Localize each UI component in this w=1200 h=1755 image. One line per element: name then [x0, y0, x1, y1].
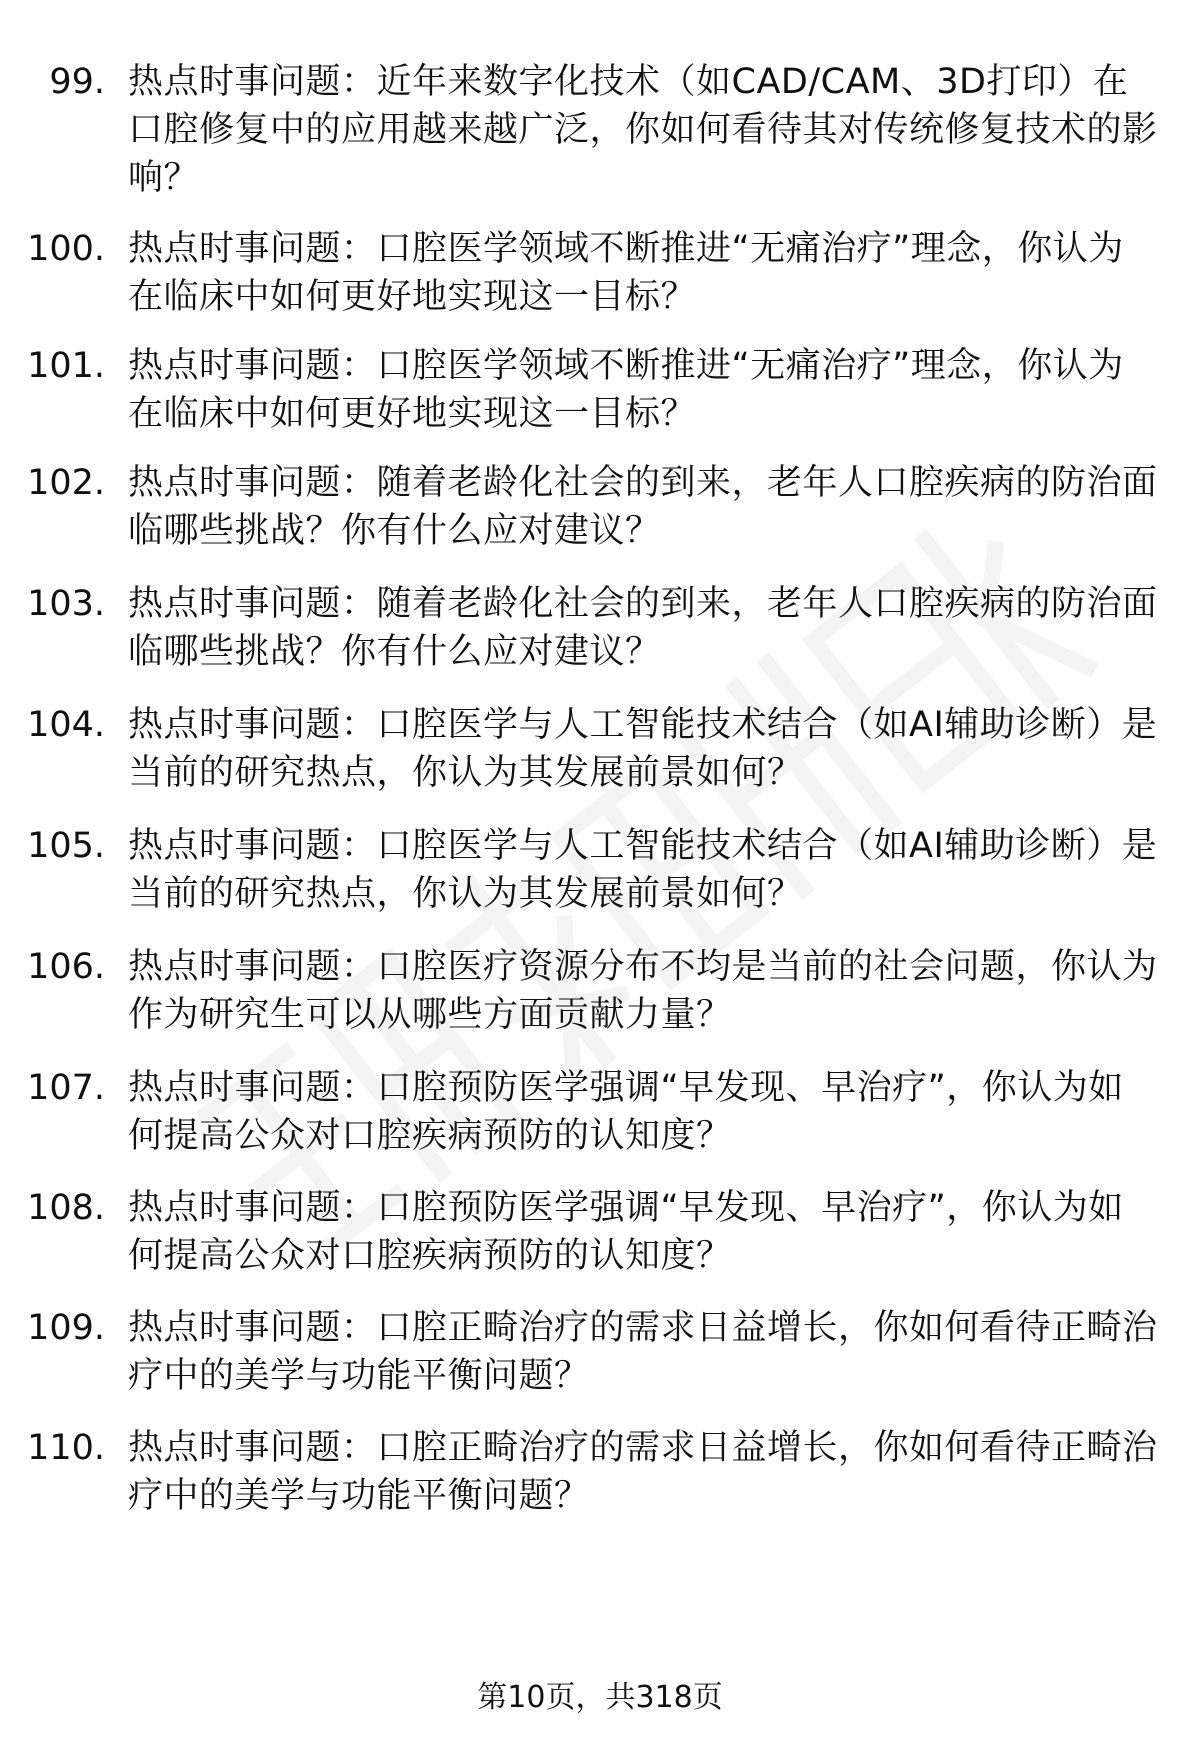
- question-item: [0, 225, 1200, 342]
- question-text: 热点时事问题：口腔医学与人工智能技术结合（如AI辅助诊断）是当前的研究热点，你认为其发展前景如何？: [128, 826, 1158, 914]
- question-number: 106.: [27, 947, 105, 987]
- question-text: 热点时事问题：口腔正畸治疗的需求日益增长，你如何看待正畸治疗中的美学与功能平衡问题？: [128, 1308, 1158, 1396]
- question-list: [0, 58, 1200, 1534]
- question-number: 107.: [27, 1068, 105, 1108]
- question-text: 热点时事问题：口腔医疗资源分布不均是当前的社会问题，你认为作为研究生可以从哪些方面贡献力量？: [128, 947, 1158, 1035]
- question-text: 热点时事问题：近年来数字化技术（如CAD/CAM、3D打印）在口腔修复中的应用越来越广泛，你如何看待其对传统修复技术的影响？: [128, 62, 1158, 198]
- question-number: 99.: [49, 62, 105, 102]
- question-text: 热点时事问题：口腔医学领域不断推进“无痛治疗”理念，你认为在临床中如何更好地实现这一目标？: [128, 346, 1124, 434]
- question-item: [0, 1184, 1200, 1304]
- question-text: 热点时事问题：口腔正畸治疗的需求日益增长，你如何看待正畸治疗中的美学与功能平衡问题？: [128, 1428, 1158, 1516]
- question-number: 103.: [27, 584, 105, 624]
- question-item: [0, 1064, 1200, 1184]
- question-number: 109.: [27, 1308, 105, 1348]
- question-text: 热点时事问题：随着老龄化社会的到来，老年人口腔疾病的防治面临哪些挑战？你有什么应对建议？: [128, 584, 1158, 672]
- question-item: [0, 459, 1200, 580]
- question-item: [0, 58, 1200, 198]
- page-number-footer: 第10页，共318页: [477, 1680, 723, 1715]
- question-item: [0, 943, 1200, 1064]
- question-number: 100.: [27, 229, 105, 269]
- question-number: 108.: [27, 1188, 105, 1228]
- question-number: 105.: [27, 826, 105, 866]
- question-text: 热点时事问题：口腔医学领域不断推进“无痛治疗”理念，你认为在临床中如何更好地实现这一目标？: [128, 229, 1124, 317]
- question-text: 热点时事问题：口腔预防医学强调“早发现、早治疗”，你认为如何提高公众对口腔疾病预防的认知度？: [128, 1188, 1124, 1276]
- question-number: 104.: [27, 705, 105, 745]
- question-number: 102.: [27, 463, 105, 503]
- question-item: [0, 580, 1200, 701]
- question-number: 101.: [27, 346, 105, 386]
- question-item: [0, 1304, 1200, 1424]
- question-text: 热点时事问题：口腔预防医学强调“早发现、早治疗”，你认为如何提高公众对口腔疾病预防的认知度？: [128, 1068, 1124, 1156]
- question-item: [0, 701, 1200, 822]
- question-number: 110.: [27, 1428, 105, 1468]
- question-text: 热点时事问题：口腔医学与人工智能技术结合（如AI辅助诊断）是当前的研究热点，你认为其发展前景如何？: [128, 705, 1158, 793]
- question-text: 热点时事问题：随着老龄化社会的到来，老年人口腔疾病的防治面临哪些挑战？你有什么应对建议？: [128, 463, 1158, 551]
- question-item: [0, 342, 1200, 459]
- question-item: [0, 1424, 1200, 1534]
- question-item: [0, 822, 1200, 943]
